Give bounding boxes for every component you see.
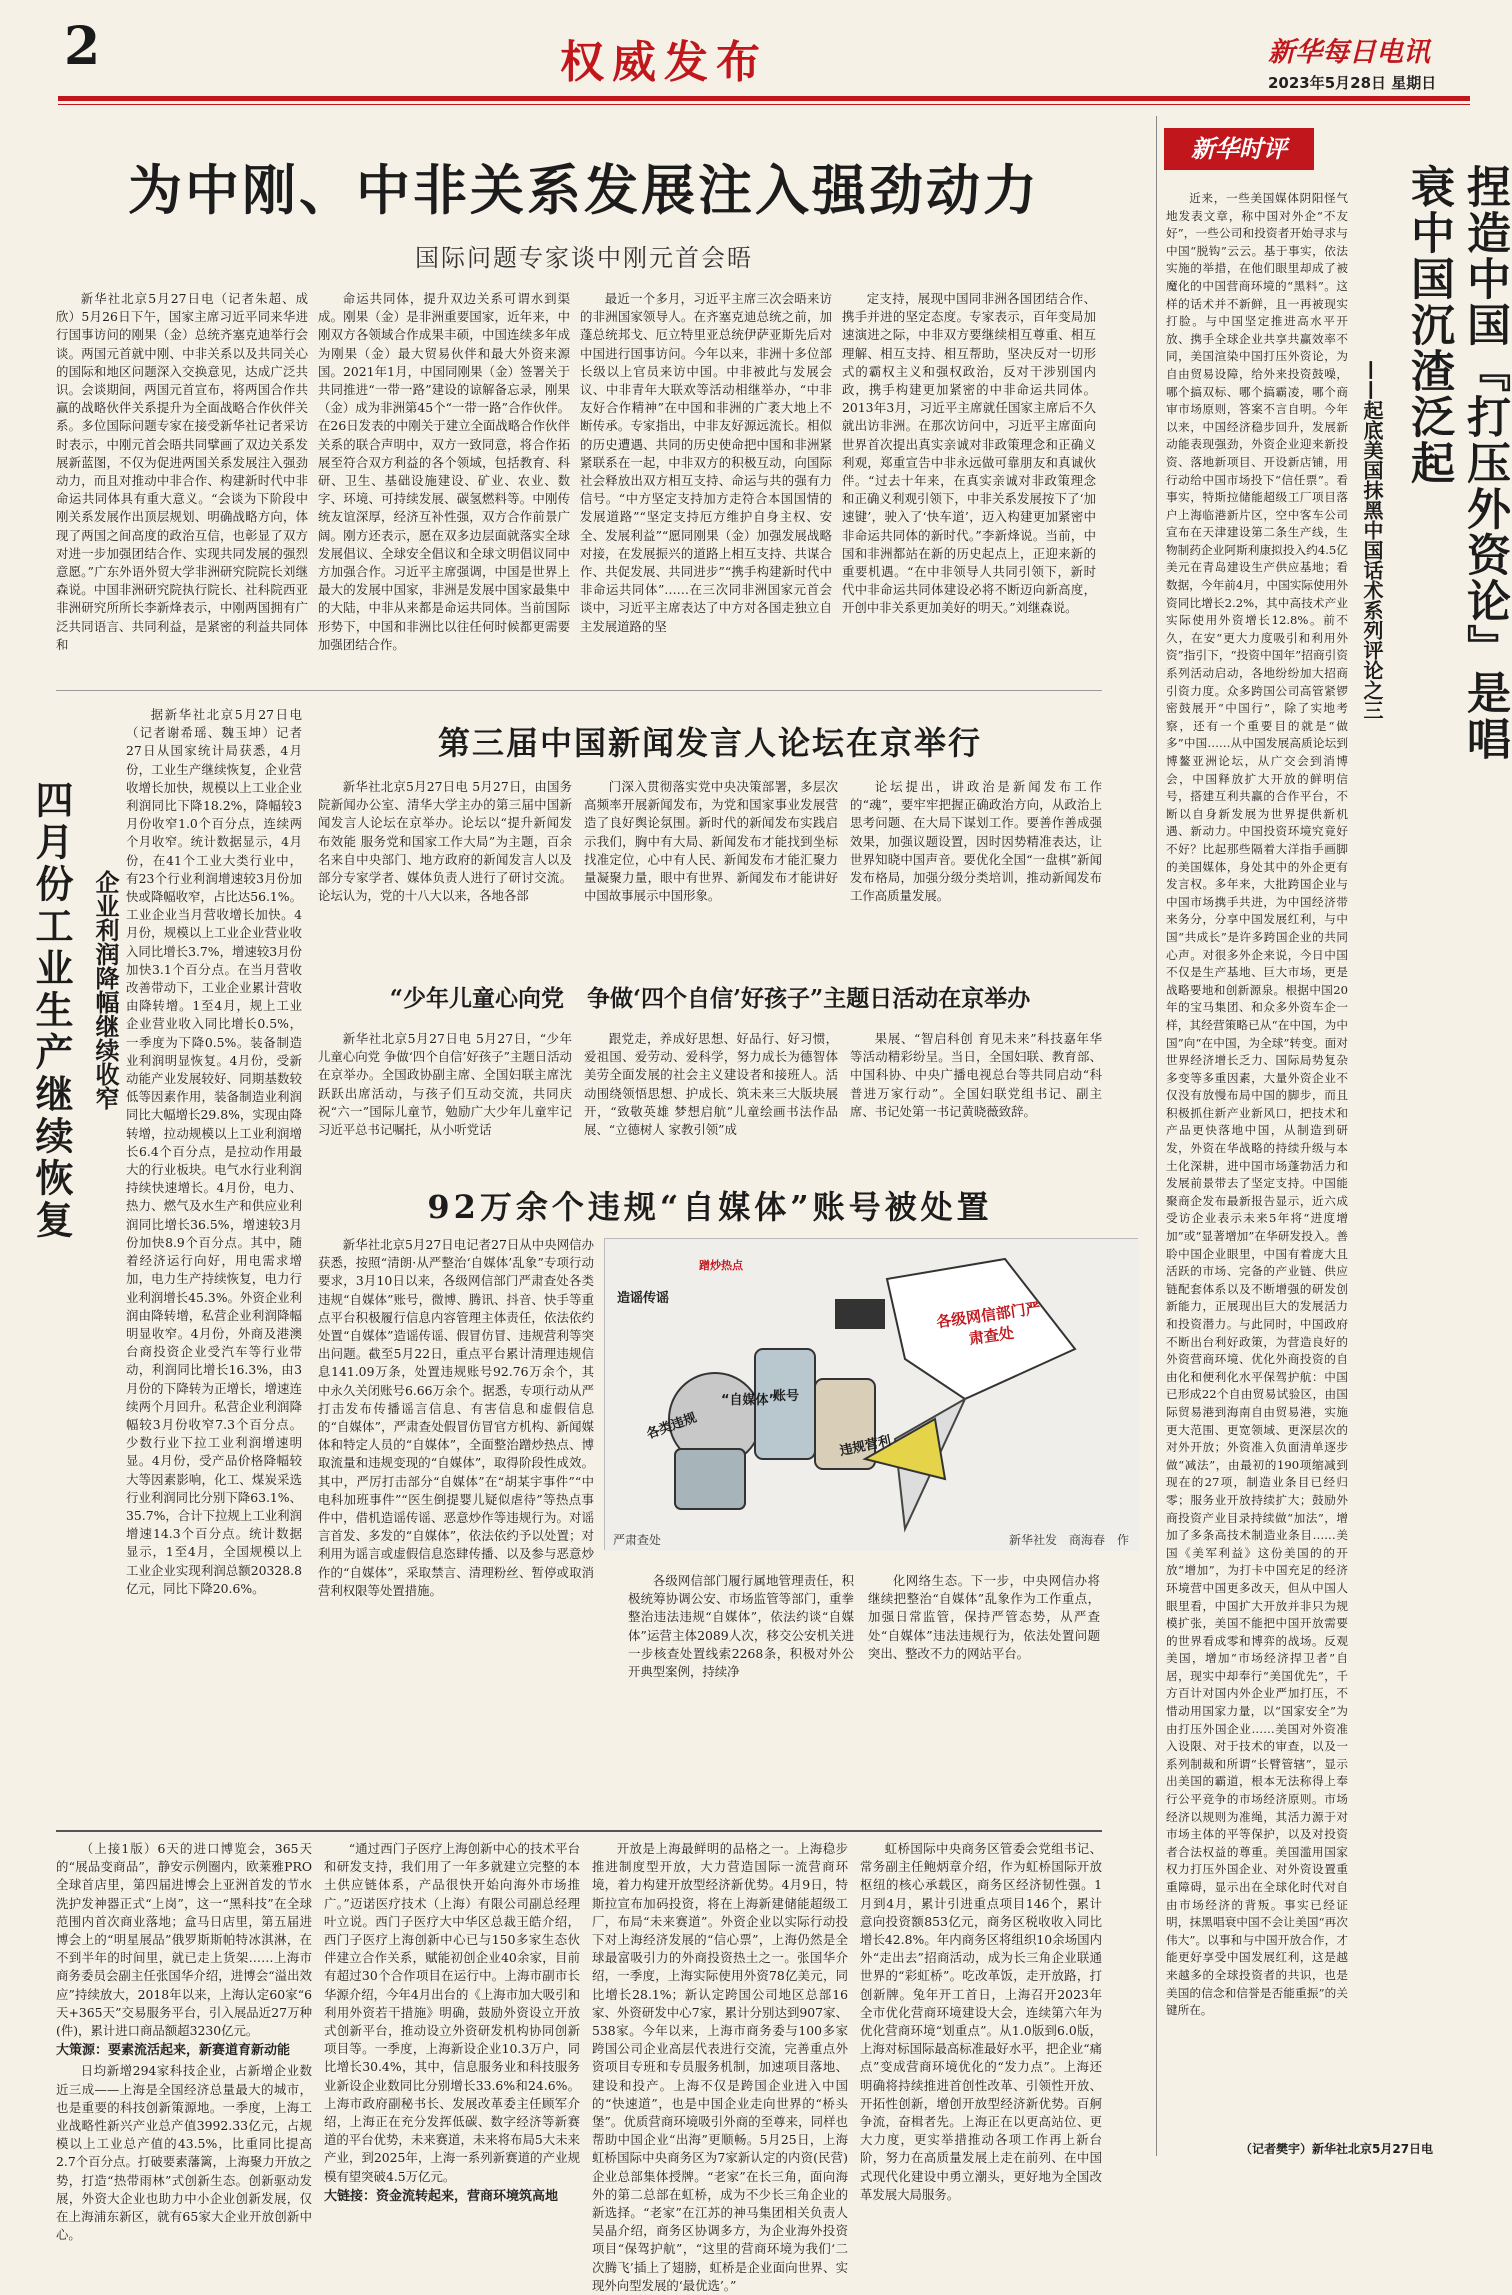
industry-subheadline: 企业利润降幅继续收窄 <box>91 870 119 1110</box>
zimeiti-headline: 92万余个违规“自媒体”账号被处置 <box>427 1188 993 1226</box>
industry-headline: 四月份工业生产继续恢复 <box>29 780 74 1242</box>
children-col-2: 跟党走，养成好思想、好品行、好习惯，爱祖国、爱劳动、爱科学，努力成长为德智体美劳全面发展的社会主义建设者和接班人。活动围绕领悟思想、护成长、筑未来三大版块展开，“致敬英雄 梦想启航”儿童绘画书法作品展、“立德树人 家教引领”成 <box>584 1031 838 1138</box>
children-headline: “少年儿童心向党 争做‘四个自信’好孩子”主题日活动在京举办 <box>389 985 1031 1012</box>
bubble-1: 造谣传谣 <box>617 1291 670 1306</box>
shanghai-col-2: “通过西门子医疗上海创新中心的技术平台和研发支持，我们用了一年多就建立完整的本土供应链体系，产品很快开始向海外市场推广。”迈诺医疗技术（上海）有限公司副总经理叶立说。西门子医疗大中华区总裁王皓介绍，西门子医疗上海创新中心已与150多家生态伙伴建立合作关系，赋能初创企业40余家，目前有超过30个合作项目在运行中。上海市副市长华源介绍，今年4月出台的《上海市加大吸引和利用外资若干措施》明确，鼓励外资设立开放式创新平台，推动设立外资研发机构协同创新项目等。一季度，上海新设企业10.3万户，同比增长30.4%，其中，信息服务业和科技服务业新设企业数同比分别增长33.6%和24.6%。上海市政府副秘书长、发展改革委主任顾军介绍，上海正在充分发挥低碳、数字经济等新赛道的平台优势，未来赛道，未来将布局5大未来产业，到2025年，上海一系列新赛道的产业规模有望突破4.5万亿元。 大链接：资金流转起来，营商环境筑高地 <box>324 1840 580 2160</box>
main-col-2: 命运共同体，提升双边关系可谓水到渠成。刚果（金）是非洲重要国家，近年来，中刚双方各领域合作成果丰硕，中国连续多年成为刚果（金）最大贸易伙伴和最大外资来源国。2021年1月，中国同刚果（金）签署关于共同推进“一带一路”建设的谅解备忘录，刚果（金）成为非洲第45个“一带一路”合作伙伴。在26日发表的中刚关于建立全面战略合作伙伴关系的联合声明中，双方一致同意，将合作拓展至符合双方利益的各个领域，包括教育、科研、卫生、基础设施建设、矿业、农业、数字、环境、可持续发展、碳氢燃料等。中刚传统友谊深厚，经济互补性强，双方合作前景广阔。刚方还表示，愿在双多边层面就落实全球发展倡议、全球安全倡议和全球文明倡议同中方加强合作。习近平主席强调，中国是世界上最大的发展中国家，非洲是发展中国家最集中的大陆，中非从来都是命运共同体。当前国际形势下，中国和非洲比以往任何时候都更需要加强团结合作。 <box>318 291 570 652</box>
section-title: 权威发布 <box>560 37 768 88</box>
industry-body: 据新华社北京5月27日电（记者谢希瑶、魏玉坤）记者27日从国家统计局获悉，4月份，工业生产继续恢复，企业营收增长加快，规模以上工业企业利润同比下降18.2%，降幅较3月份收窄1.0个百分点，连续两个月收窄。统计数据显示，4月份，在41个工业大类行业中，有23个行业利润增速较3月份加快或降幅收窄，占比达56.1%。工业企业当月营收增长加快。4月份，规模以上工业企业营业收入同比增长3.7%，增速较3月份加快3.1个百分点。在当月营收改善带动下，工业企业累计营收由降转增。1至4月，规上工业企业营业收入同比增长0.5%，一季度为下降0.5%。装备制造业利润明显恢复。4月份，受新动能产业发展较好、同期基数较低等因素作用，装备制造业利润同比大幅增长29.8%，实现由降转增，拉动规模以上工业利润增长6.4个百分点，是拉动作用最大的行业板块。电气水行业利润持续快速增长。4月份，电力、热力、燃气及水生产和供应业利润同比增长36.5%，增速较3月份加快8.9个百分点。其中，随着经济运行向好，用电需求增加，电力生产持续恢复，电力行业利润增长45.3%。外资企业利润由降转增，私营企业利润降幅明显收窄。4月份，外商及港澳台商投资企业受汽车等行业带动，利润同比增长16.3%，由3月份的下降转为正增长，增速连续两个月回升。私营企业利润降幅较3月份收窄7.3个百分点。少数行业下拉工业利润增速明显。4月份，受产品价格降幅较大等因素影响，化工、煤炭采选行业利润同比分别下降63.1%、35.7%，合计下拉规上工业利润增速14.3个百分点。统计数据显示，1至4月，全国规模以上工业企业实现利润总额20328.8亿元，同比下降20.6%。 <box>126 707 302 1596</box>
page-number: 2 <box>64 16 101 77</box>
main-col-1: 新华社北京5月27日电（记者朱超、成欣）5月26日下午，国家主席习近平同来华进行国事访问的刚果（金）总统齐塞克迪举行会谈。两国元首就中刚、中非关系以及共同关心的国际和地区问题深入交换意见，达成广泛共识。会谈期间，两国元首宣布，将两国合作共赢的战略伙伴关系提升为全面战略合作伙伴关系。多位国际问题专家在接受新华社记者采访时表示，中刚元首会晤共同擘画了双边关系发展新蓝图，不仅为促进两国关系发展注入强劲动力，而且对推动中非合作、构建新时代中非命运共同体具有重大意义。“会谈为下阶段中刚关系发展作出顶层规划、明确战略方向，体现了两国之间高度的政治互信，也彰显了双方对进一步加强团结合作、实现共同发展的强烈意愿。”广东外语外贸大学非洲研究院院长刘继森说。中国非洲研究院执行院长、社科院西亚非洲研究所所长李新烽表示，中刚两国拥有广泛共同语言、共同利益，是紧密的利益共同体和 <box>56 291 308 652</box>
main-col-4: 定支持，展现中国同非洲各国团结合作、携手并进的坚定态度。专家表示，百年变局加速演进之际，中非双方要继续相互尊重、相互理解、相互支持、相互帮助，坚决反对一切形式的霸权主义和强权政治，反对干涉别国内政，携手构建更加紧密的中非命运共同体。2013年3月，习近平主席就任国家主席后不久就出访非洲。在那次访问中，习近平主席面向世界首次提出真实亲诚对非政策理念和正确义利观，郑重宣告中非永远做可靠朋友和真诚伙伴。“过去十年来，在真实亲诚对非政策理念和正确义利观引领下，中非关系发展按下了‘加速键’，驶入了‘快车道’，迈入构建更加紧密中非命运共同体的新时代。”李新烽说。当前，中国和非洲都站在新的历史起点上，正迎来新的重要机遇。“在中非领导人共同引领下，新时代中非命运共同体建设必将不断迈向新高度，开创中非关系更加美好的明天。”刘继森说。 <box>842 291 1096 616</box>
forum-col-2: 门深入贯彻落实党中央决策部署，多层次高频率开展新闻发布，为党和国家事业发展营造了良好舆论氛围。新时代的新闻发布实践启示我们，胸中有大局、新闻发布才能找到坐标找准定位，心中有人民、新闻发布才能汇聚力量凝聚力量，眼中有世界、新闻发布才能讲好中国故事展示中国形象。 <box>584 779 838 904</box>
forum-col-3: 论坛提出，讲政治是新闻发布工作的“魂”，要牢牢把握正确政治方向，从政治上思考问题、在大局下谋划工作。要善作善成强效果，加强议题设置，因时因势精准表达，让世界知晓中国声音。要优化全国“一盘棋”新闻发布格局，加强分级分类培训，推动新闻发布工作高质量发展。 <box>850 779 1102 904</box>
divider <box>56 690 1102 691</box>
shanghai-subhead-2: 大链接：资金流转起来，营商环境筑高地 <box>324 2188 559 2204</box>
commentary-body: 近来，一些美国媒体阴阳怪气地发表文章，称中国对外企“不友好”，一些公司和投资者开始寻求与中国“脱钩”云云。基于事实，依法实施的举措，在他们眼里却成了被魔化的中国营商环境的“黑料”。这样的话术并不新鲜，且一再被现实打脸。与中国坚定推进高水平开放、携手全球企业共享共赢效率不同，美国渲染中国打压外资论，为自由贸易设障，给外来投资鼓噪，哪个搞双标、哪个搞霸凌，哪个商审市场原则，答案不言自明。今年以来，中国经济稳步回升，发展新动能表现强劲，外资企业迎来新投资、落地新项目、开设新店铺，用行动给中国市场投下“信任票”。看事实，特斯拉储能超级工厂项目落户上海临港新片区，空中客车公司宣布在天津建设第二条生产线，生物制药企业阿斯利康拟投入约4.5亿美元在青岛建设生产供应基地；看数据，今年前4月，中国实际使用外资同比增长2.2%，其中高技术产业实际使用外资增长12.8%。前不久，在安“更大力度吸引和利用外资”指引下，“投资中国年”招商引资系列活动启动，各地纷纷加大招商引资力度。众多跨国公司高管紧锣密鼓展开“中国行”，除了实地考察，还有一个重要目的就是“做多”中国……从中国发展高质论坛到博鳌亚洲论坛，从广交会到消博会，中国释放扩大开放的鲜明信号，搭建互利共赢的合作平台，不断以自身新发展为世界提供新机遇、新动力。中国投资环境究竟好不好？比起那些隔着大洋指手画脚的美国媒体，身处其中的外企更有发言权。多年来，大批跨国企业与中国市场携手共进，为中国经济带来务分，分享中国发展红利，与中国“共成长”是许多跨国企业的共同心声。对很多外企来说，今日中国不仅是生产基地、巨大市场，更是战略要地和创新源泉。根据中国20年的宝马集团、和众多外资车企一样，其经营策略已从“在中国，为中国”向“在中国，为全球”转变。面对世界经济增长乏力、国际局势复杂多变等多重因素，大量外资企业不仅没有放慢布局中国的脚步，而且积极抓住新产业新风口，把技术和产品更快落地中国，从制造到研发，外资在华战略的持续升级与本土化深耕，进中国市场蓬勃活力和发展前景带去了坚定支持。中国能聚商企发布最新报告显示，近六成受访企业表示未来5年将“进度增加”或“显著增加”在华研发投入。善聆中国企业眼里，中国有着庞大且活跃的市场、完备的产业链、供应链配套体系以及不断增强的研发创新能力，正展现出巨大的发展活力和投资潜力。与此同时，中国政府不断出台利好政策，为营造良好的外资营商环境、优化外商投资的自由化和便利化水平保驾护航：中国已形成22个自由贸易试验区，由国际贸易港到海南自由贸易港，实施更大范围、更宽领域、更深层次的对外开放；外资准入负面清单逐步做“减法”，由最初的190项缩减到现在的27项，制造业条目已经归零；服务业开放持续扩大；鼓励外商投资产业目录持续做“加法”，增加了多条高技术制造业条目……美国《美军利益》这份美国的的开放“增加”，为打卡中国充足的经济环境营中国更多改天，但从中国人眼里看，中国扩大开放并非只为规模扩张，美国不能把中国开放需要的世界看成零和博弈的战场。反观美国，增加“市场经济捍卫者”自居，现实中却奉行“美国优先”，千方百计对国内外企业严加打压，不惜动用国家力量，以“国家安全”为由打压外国企业……美国对外资准入设限、对于技术的审查，以及一系列制裁和所谓“长臂管辖”，显示出美国的霸道，根本无法称得上奉行公平竞争的市场经济原则。市场经济以规则为准绳，其活力源于对市场主体的平等保护，以及对投资者合法权益的尊重。美国滥用国家权力打压外国企业、对外资设置重重障碍，显示出在全球化时代对自由市场经济的背叛。事实已经证明，抹黑唱衰中国不会让美国“再次伟大”。以事和与中国开放合作，才能更好享受中国发展红利，这是越来越多的全球投资者的共识，也是美国的信念和信誉是否能重振”的关键所在。 <box>1166 191 1348 2018</box>
header-rule <box>58 96 1470 101</box>
commentary-badge: 新华时评 <box>1164 128 1314 170</box>
header-rule-thin <box>58 104 1470 105</box>
cartoon-tag: 蹭炒热点 <box>699 1259 743 1272</box>
commentary-headline: 捏造中国『打压外资论』是唱衰中国沉渣泛起 <box>1403 164 1510 762</box>
zimeiti-col-3: 化网络生态。下一步，中央网信办将继续把整治“自媒体”乱象作为工作重点，加强日常监管，保持严管态势，从严查处“自媒体”违法违规行为，依法处置问题突出、整改不力的网站平台。 <box>868 1573 1100 1661</box>
cartoon-credit: 新华社发 商海春 作 <box>1008 1533 1129 1547</box>
children-col-1: 新华社北京5月27日电 5月27日，“少年儿童心向党 争做‘四个自信’好孩子”主题日活动在京举办。全国政协副主席、全国妇联主席沈跃跃出席活动，与孩子们互动交流，共同庆祝“六一”国际儿童节，勉励广大少年儿童牢记习近平总书记嘱托，从小听党话 <box>318 1031 572 1138</box>
children-col-3: 果展、“智启科创 育见未来”科技嘉年华等活动精彩纷呈。当日，全国妇联、教育部、中国科协、中央广播电视总台等共同启动“科普进万家行动”。全国妇联党组书记、副主席、书记处第一书记黄晓薇致辞。 <box>850 1031 1102 1119</box>
forum-col-1: 新华社北京5月27日电 5月27日，由国务院新闻办公室、清华大学主办的第三届中国新闻发言人论坛在京举办。论坛以“提升新闻发布效能 服务党和国家工作大局”为主题，百余名来自中央部门、地方政府的新闻发言人以及部分专家学者、媒体负责人进行了研讨交流。论坛认为，党的十八大以来，各地各部 <box>318 779 572 904</box>
bubble-4: 账号 <box>773 1389 800 1404</box>
shanghai-col-4: 虹桥国际中央商务区管委会党组书记、常务副主任鲍炳章介绍，作为虹桥国际开放枢纽的核心承载区，商务区经济韧性强。1月到4月，累计引进重点项目146个，累计意向投资额853亿元，商务区税收收入同比增长42.8%。年内商务区将组织10余场国内外“走出去”招商活动，成为长三角企业联通世界的“彩虹桥”。吃改革饭，走开放路，打创新牌。兔年开工首日，上海召开2023年全市优化营商环境建设大会，连续第六年为优化营商环境“划重点”。从1.0版到6.0版，上海对标国际最高标准最好水平，把企业“痛点”变成营商环境优化的“发力点”。上海还明确将持续推进首创性改革、引领性开放、开拓性创新，增创开放型经济新优势。百舸争流，奋楫者先。上海正在以更高站位、更大力度，更实举措推动各项工作再上新台阶，努力在高质量发展上走在前列、在中国式现代化建设中勇立潮头，更好地为全国改革发展大局服务。 <box>860 1841 1102 2202</box>
zimeiti-col-1: 新华社北京5月27日电记者27日从中央网信办获悉，按照“清朗·从严整治‘自媒体’乱象”专项行动要求，3月10日以来，各级网信部门严肃查处各类违规“自媒体”账号，微博、腾讯、抖音、快手等重点平台积极履行信息内容管理主体责任，依法依约处置“自媒体”造谣传谣、假冒仿冒、违规营利等突出问题。截至5月22日，重点平台累计清理违规信息141.09万条，处置违规账号92.76万余个，其中永久关闭账号6.66万余个。据悉，专项行动从严打击发布传播谣言信息、有害信息和虚假信息的“自媒体”，严肃查处假冒仿冒官方机构、新闻媒体和特定人员的“自媒体”，全面整治蹭炒热点、博取流量和违规变现的“自媒体”，取得阶段性成效。其中，严厉打击部分“自媒体”在“胡某宇事件”“中电科加班事件”“医生倒提婴儿疑似虐待”等热点事件中，借机造谣传谣、恶意炒作等违规行为。对谣言首发、多发的“自媒体”，依法依约予以处置；对利用为谣言或虚假信息恣肆传播、以及参与恶意炒作的“自媒体”，采取禁言、清理粉丝、暂停或取消营利权限等处置措施。 <box>318 1237 594 1598</box>
newspaper-logo: 新华每日电讯 <box>1268 37 1430 68</box>
commentary-divider <box>1156 116 1157 2156</box>
shanghai-subhead-1: 大策源：要素流活起来，新赛道育新动能 <box>56 2043 291 2059</box>
bubble-2: 各类违规 <box>644 1410 699 1443</box>
bubble-5: 违规营利 <box>838 1433 893 1460</box>
main-headline: 为中刚、中非关系发展注入强劲动力 <box>128 158 1040 222</box>
bubble-3: “自媒体” <box>721 1393 778 1408</box>
zimeiti-col-2: 各级网信部门履行属地管理责任，积极统筹协调公安、市场监管等部门，重拳整治违法违规“自媒体”，依法约谈“自媒体”运营主体2089人次，移交公安机关进一步核查处置线索2268条，积极对外公开典型案例，持续净 <box>628 1573 854 1680</box>
forum-headline: 第三届中国新闻发言人论坛在京举行 <box>437 724 982 762</box>
cartoon-illustration <box>604 1238 1138 1550</box>
cartoon-caption: 严肃查处 <box>613 1533 662 1547</box>
cartoon-board-text: 各级网信部门严肃查处 <box>935 1298 1042 1348</box>
cartoon-drawing <box>605 1239 1139 1551</box>
shanghai-col-1: （上接1版）6天的进口博览会，365天的“展品变商品”，静安示例圈内，欧莱雅PRO全球首店里，第四届进博会上亚洲首发的节水洗护发神器正式“上岗”，这一“黑科技”在全球范围内首次商业落地；盒马日店里，第五届进博会上的“明星展品”俄罗斯斯帕特冰淇淋，在不到半年的时间里，就已走上货架……上海市商务委员会副主任张国华介绍，进博会“溢出效应”持续放大，2018年以来，上海认定60家“6天+365天”交易服务平台，引入展品近27万种(件)，累计进口商品额超3230亿元。 大策源：要素流活起来，新赛道育新动能 日均新增294家科技企业，占新增企业数近三成——上海是全国经济总量最大的城市，也是重要的科技创新策源地。一季度，上海工业战略性新兴产业总产值3992.33亿元，占规模以上工业总产值的43.5%，比重同比提高2.7个百分点。打破要素藩篱，上海聚力开放之势，打造“热带雨林”式创新生态。创新驱动发展，外资大企业也助力中小企业创新发展，仅在上海浦东新区，就有65家大企业开放创新中心。 <box>56 1841 312 2243</box>
commentary-byline: （记者樊宇）新华社北京5月27日电 <box>1240 2142 1434 2156</box>
main-col-3: 最近一个多月，习近平主席三次会晤来访的非洲国家领导人。在齐塞克迪总统之前，加蓬总统邦戈、厄立特里亚总统伊萨亚斯先后对中国进行国事访问。今年以来，非洲十多位部长级以上官员来访中国。中非被此与发展会议、中非青年大联欢等活动相继举办，“中非友好合作精神”在中国和非洲的广袤大地上不断传承。专家指出，中非友好源远流长。相似的历史遭遇、共同的历史使命把中国和非洲紧紧联系在一起，中非双方的积极互动，向国际社会释放出双方相互支持、命运与共的强有力信号。“中方坚定支持加方走符合本国国情的发展道路”“坚定支持厄方维护自身主权、安全、发展利益”“愿同刚果（金）加强发展战略对接，在发展振兴的道路上相互支持、共谋合作、共促发展、共同进步”“携手构建新时代中非命运共同体”……在三次同非洲国家元首会谈中，习近平主席表达了中方对各国走独立自主发展道路的坚 <box>580 291 832 634</box>
main-subheadline: 国际问题专家谈中刚元首会晤 <box>415 244 753 272</box>
shanghai-col-3: 开放是上海最鲜明的品格之一。上海稳步推进制度型开放，大力营造国际一流营商环境，着力构建开放型经济新优势。4月9日，特斯拉宣布加码投资，将在上海新建储能超级工厂，布局“未来赛道”。外资企业以实际行动投下对上海经济发展的“信心票”，上海仍然是全球最富吸引力的外商投资热土之一。张国华介绍，一季度，上海实际使用外资78亿美元，同比增长28.1%；新认定跨国公司地区总部16家、外资研发中心7家，累计分别达到907家、538家。今年以来，上海市商务委与100多家跨国公司企业高层代表进行交流，完善重点外资项目专班和专员服务机制，加速项目落地、建设和投产。上海不仅是跨国企业进入中国的“快速道”，也是中国企业走向世界的“桥头堡”。优质营商环境吸引外商的至尊来，同样也帮助中国企业“出海”更顺畅。5月25日，上海虹桥国际中央商务区为7家新认定的内资(民营)企业总部集体授牌。“老家”在长三角，面向海外的第二总部在虹桥，成为不少长三角企业的新选择。“老家”在江苏的神马集团相关负责人吴晶介绍，商务区协调多方，为企业海外投资项目“保驾护航”，“这里的营商环境为我们‘二次腾飞’插上了翅膀，虹桥是企业面向世界、实现外向型发展的‘最优选’。” <box>592 1841 848 2293</box>
commentary-subheadline: ——起底美国抹黑中国话术系列评论之三 <box>1360 360 1384 720</box>
divider-bottom <box>56 1830 1102 1832</box>
issue-date: 2023年5月28日 星期日 <box>1268 74 1437 92</box>
